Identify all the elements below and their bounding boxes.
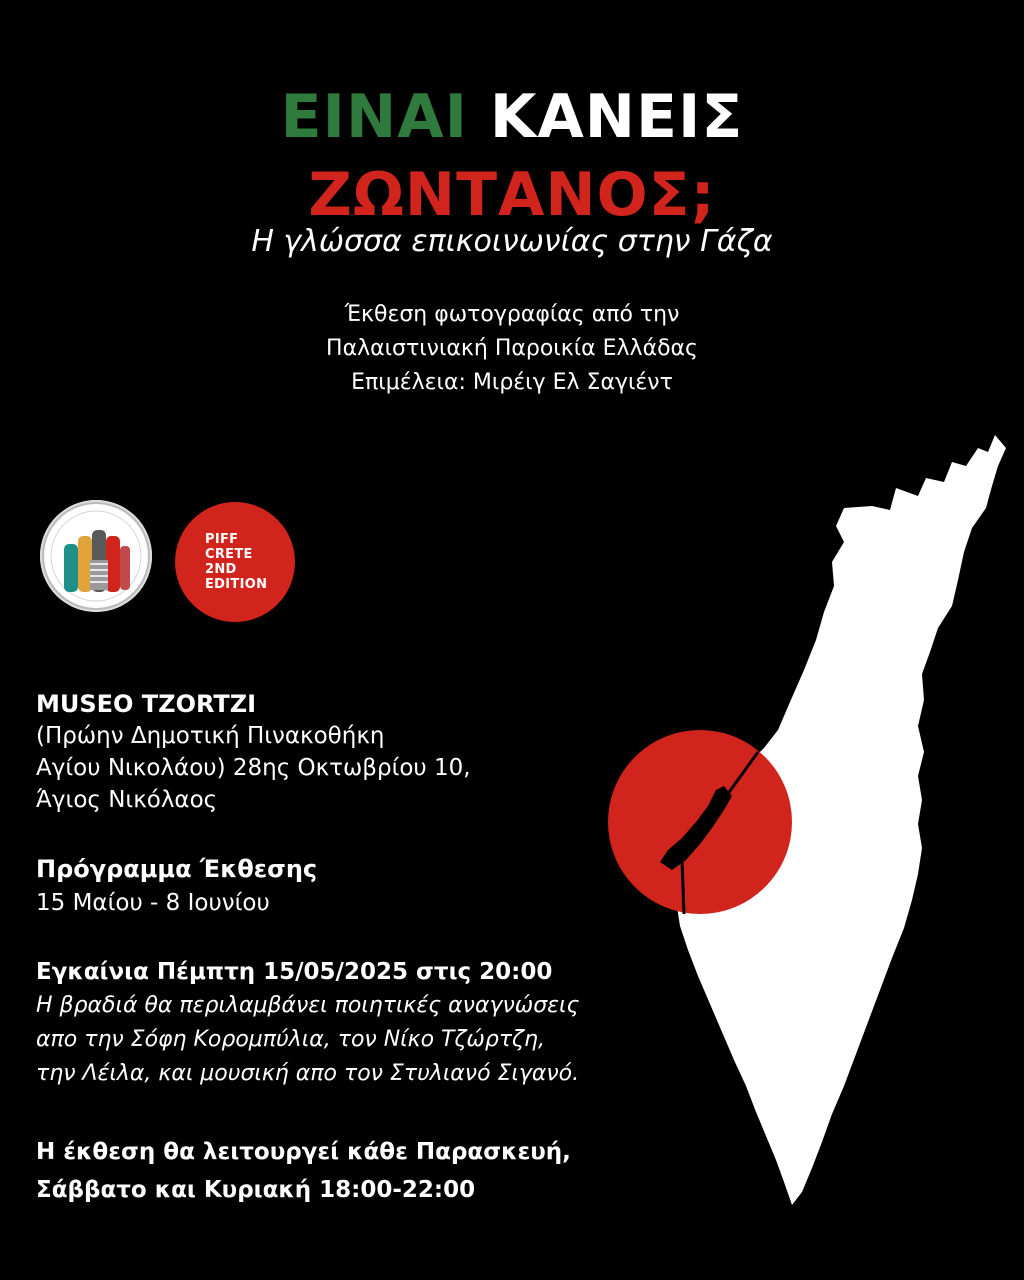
logo2-line-3: 2ND xyxy=(205,562,237,577)
program-dates: 15 Μαίου - 8 Ιουνίου xyxy=(36,890,270,916)
logo2-line-2: CRETE xyxy=(205,547,253,562)
venue-address-line-3: Άγιος Νικόλαος xyxy=(36,787,218,813)
opening-desc-line-1: Η βραδιά θα περιλαμβάνει ποιητικές αναγνώσεις xyxy=(36,993,580,1018)
logo2-line-4: EDITION xyxy=(205,577,268,592)
hours-line-2: Σάββατο και Κυριακή 18:00-22:00 xyxy=(36,1177,476,1203)
credits-line-3: Επιμέλεια: Μιρέιγ Ελ Σαγιέντ xyxy=(351,370,673,395)
antiracist-festival-logo xyxy=(40,500,152,612)
piff-crete-logo xyxy=(175,502,295,622)
title-line-2: ΖΩΝΤΑΝΟΣ; xyxy=(308,160,716,230)
credits-line-1: Έκθεση φωτογραφίας από την xyxy=(344,302,680,327)
opening-description xyxy=(36,989,736,1091)
title-word-einai: ΕΙΝΑΙ xyxy=(280,82,468,152)
opening-heading: Εγκαίνια Πέμπτη 15/05/2025 στις 20:00 xyxy=(36,959,553,985)
venue-address xyxy=(36,720,636,816)
palestine-map-icon xyxy=(600,430,1010,1220)
program-heading: Πρόγραμμα Έκθεσης xyxy=(36,855,318,883)
venue-info xyxy=(36,688,636,816)
title-word-kaneis: ΚΑΝΕΙΣ xyxy=(489,82,744,152)
subtitle: Η γλώσσα επικοινωνίας στην Γάζα xyxy=(251,224,773,259)
piff-crete-logo-text xyxy=(205,532,267,592)
credits-line-2: Παλαιστινιακή Παροικία Ελλάδας xyxy=(326,336,698,361)
exhibition-program xyxy=(36,852,636,920)
palestine-map xyxy=(600,430,1010,1220)
opening-desc-line-2: απο την Σόφη Κορομπύλια, τον Νίκο Τζώρτζη, xyxy=(36,1027,545,1052)
logo2-line-1: PIFF xyxy=(205,532,239,547)
fists-logo-icon xyxy=(40,500,152,612)
title-line-1 xyxy=(0,82,1024,152)
venue-address-line-1: (Πρώην Δημοτική Πινακοθήκη xyxy=(36,723,385,749)
opening-info xyxy=(36,955,736,1091)
opening-hours xyxy=(36,1133,756,1209)
hours-line-1: Η έκθεση θα λειτουργεί κάθε Παρασκευή, xyxy=(36,1139,571,1165)
exhibition-credits xyxy=(0,298,1024,400)
opening-desc-line-3: την Λέιλα, και μουσική απο τον Στυλιανό Σιγανό. xyxy=(36,1061,580,1086)
venue-address-line-2: Αγίου Νικολάου) 28ης Οκτωβρίου 10, xyxy=(36,755,471,781)
venue-name: MUSEO TZORTZI xyxy=(36,690,257,718)
